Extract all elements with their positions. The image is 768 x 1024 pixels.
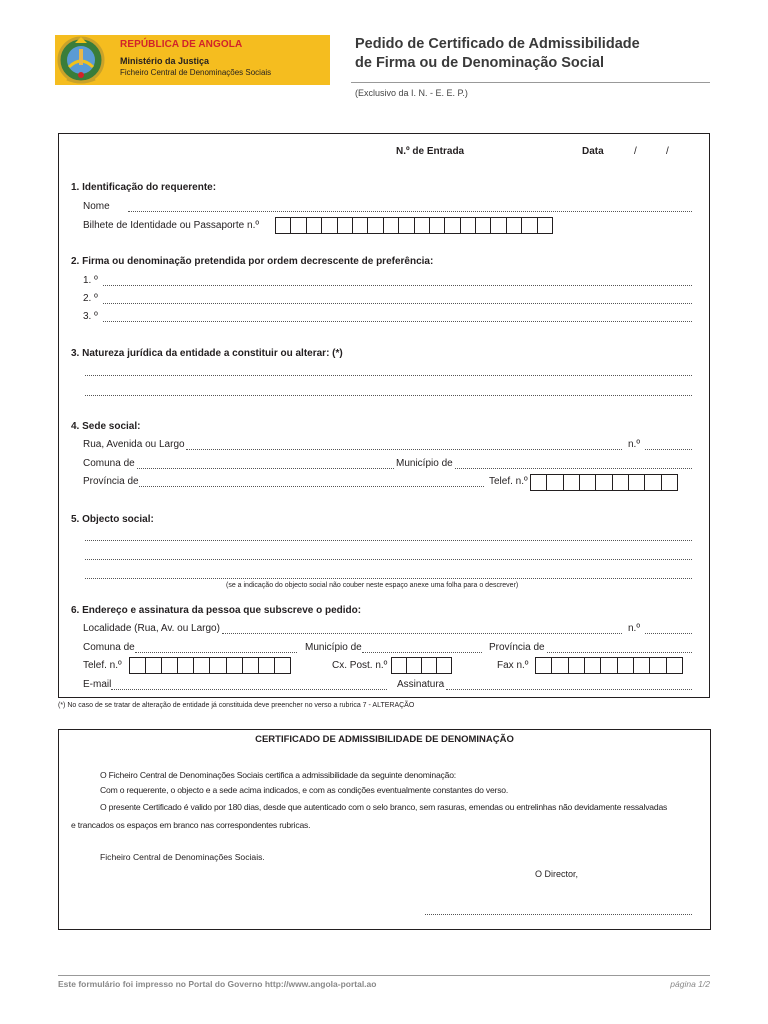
nome-label: Nome [83,201,110,212]
provincia-field[interactable] [139,486,484,487]
assinatura-label: Assinatura [397,679,445,690]
date-separator: / [666,146,669,157]
cxpost-boxes[interactable] [391,657,452,674]
rua-field[interactable] [186,449,622,450]
certificate-paragraph-2: Com o requerente, o objecto e a sede acima indicados, e com as condições eventualmente constantes do verso. [100,785,509,795]
option-1-label: 1. º [83,275,98,286]
objecto-field-3[interactable] [85,578,692,579]
cxpost-label: Cx. Post. n.º [332,660,388,671]
numero-label: n.º [628,439,640,450]
numero-field[interactable] [645,449,692,450]
entrada-label: N.º de Entrada [396,146,465,157]
country-name: REPÚBLICA DE ANGOLA [120,39,243,50]
email-label: E-mail [83,679,112,690]
certificate-title: CERTIFICADO DE ADMISSIBILIDADE DE DENOMINAÇÃO [255,734,514,745]
section-4-title: 4. Sede social: [71,421,141,432]
exclusivo-note: (Exclusivo da I. N. - E. E. P.) [355,88,468,98]
page-number: página 1/2 [670,979,710,989]
section-5-title: 5. Objecto social: [71,514,154,525]
certificate-paragraph-3-cont: e trancados os espaços em branco nas correspondentes rubricas. [71,820,311,830]
comuna-field[interactable] [135,652,297,653]
provincia-label: Província de [489,642,545,653]
angola-coat-of-arms-icon [55,33,107,85]
data-label: Data [582,146,604,157]
objecto-note: (se a indicação do objecto social não couber neste espaço anexe uma folha para o descrever) [226,582,519,589]
certificate-paragraph-1: O Ficheiro Central de Denominações Sociais certifica a admissibilidade da seguinte denominação: [100,770,456,780]
fax-boxes[interactable] [535,657,683,674]
bilhete-label: Bilhete de Identidade ou Passaporte n.º [83,220,260,231]
natureza-field-1[interactable] [85,375,692,376]
date-separator: / [634,146,637,157]
rua-label: Rua, Avenida ou Largo [83,439,185,450]
numero-field[interactable] [645,633,692,634]
municipio-label: Município de [396,458,453,469]
footer-divider [58,975,710,976]
title-divider [351,82,710,83]
director-label: O Director, [535,869,579,879]
option-3-label: 3. º [83,311,98,322]
form-title-line1: Pedido de Certificado de Admissibilidade [355,36,640,52]
natureza-field-2[interactable] [85,395,692,396]
footnote: (*) No caso de se tratar de alteração de entidade já constituida deve preencher no verso a rubrica 7 - ALTERAÇÃO [58,702,415,709]
option-3-field[interactable] [103,321,692,322]
section-3-title: 3. Natureza jurídica da entidade a constituir ou alterar: (*) [71,348,343,359]
form-title-line2: de Firma ou de Denominação Social [355,55,604,71]
localidade-field[interactable] [222,633,622,634]
municipio-field[interactable] [455,468,692,469]
certificate-signoff: Ficheiro Central de Denominações Sociais. [100,852,265,862]
localidade-label: Localidade (Rua, Av. ou Largo) [83,623,220,634]
ficheiro-name: Ficheiro Central de Denominações Sociais [120,68,272,77]
telef-label: Telef. n.º [83,660,122,671]
objecto-field-2[interactable] [85,559,692,560]
provincia-label: Província de [83,476,139,487]
telef-label: Telef. n.º [489,476,528,487]
comuna-label: Comuna de [83,458,135,469]
ministry-name: Ministério da Justiça [120,56,210,66]
numero-label: n.º [628,623,640,634]
nome-field[interactable] [128,211,692,212]
municipio-field[interactable] [362,652,482,653]
email-field[interactable] [111,689,387,690]
option-1-field[interactable] [103,285,692,286]
assinatura-field[interactable] [446,689,692,690]
bilhete-boxes[interactable] [275,217,553,234]
telef-boxes[interactable] [129,657,291,674]
municipio-label: Município de [305,642,362,653]
director-signature-field[interactable] [425,914,692,915]
objecto-field-1[interactable] [85,540,692,541]
comuna-field[interactable] [137,468,394,469]
section-1-title: 1. Identificação do requerente: [71,182,217,193]
comuna-label: Comuna de [83,642,135,653]
section-6-title: 6. Endereço e assinatura da pessoa que subscreve o pedido: [71,605,362,616]
certificate-paragraph-3: O presente Certificado é valido por 180 dias, desde que autenticado com o selo branco, sem rasuras, emendas ou entrelinhas não devidamente ressalvadas [100,802,668,812]
section-2-title: 2. Firma ou denominação pretendida por ordem decrescente de preferência: [71,256,434,267]
provincia-field[interactable] [547,652,692,653]
option-2-field[interactable] [103,303,692,304]
footer-text: Este formulário foi impresso no Portal do Governo http://www.angola-portal.ao [58,979,377,989]
fax-label: Fax n.º [497,660,529,671]
option-2-label: 2. º [83,293,98,304]
telef-boxes[interactable] [530,474,678,491]
